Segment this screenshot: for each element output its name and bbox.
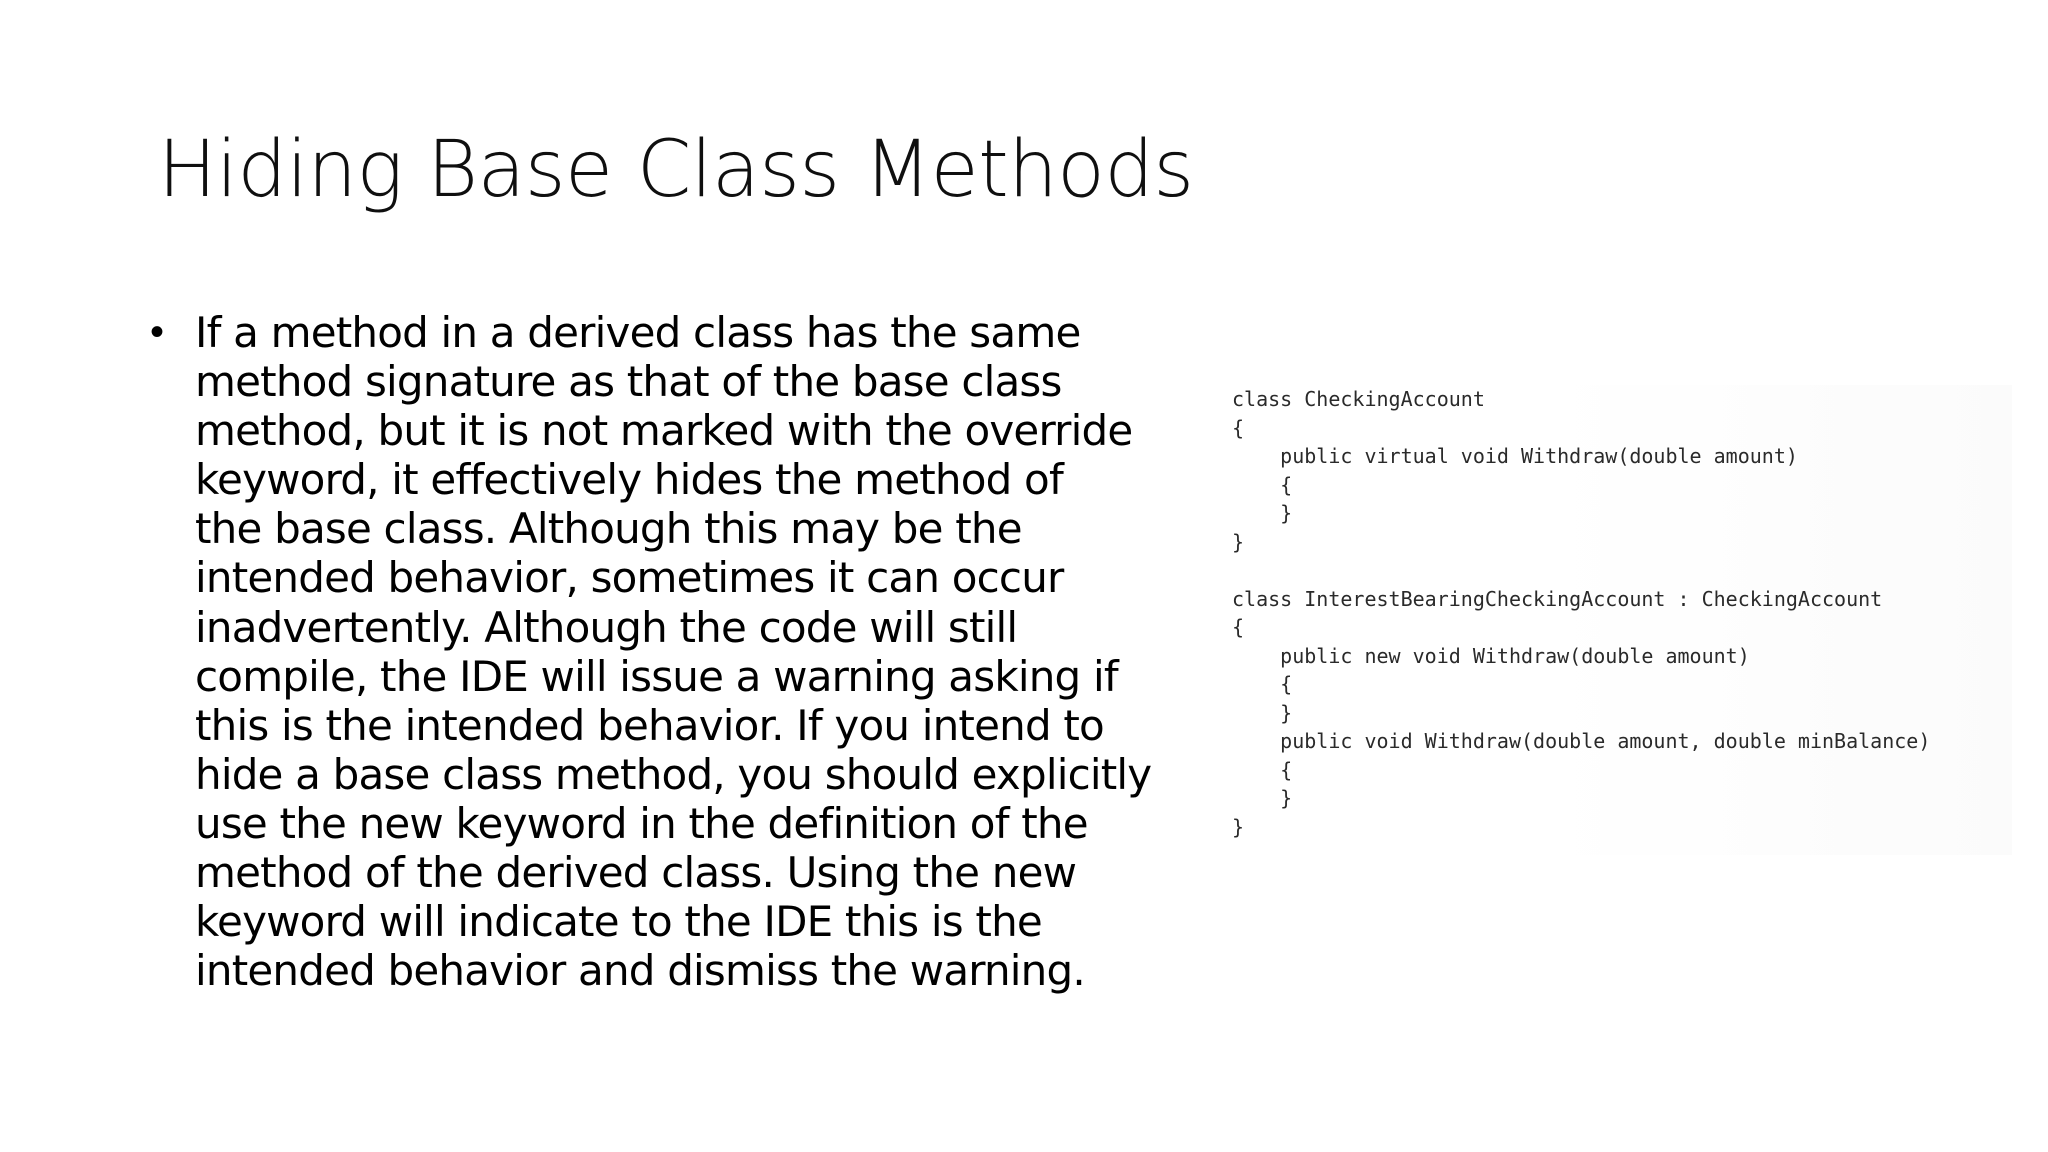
bullet-text <box>195 308 1151 995</box>
code-line: { <box>1232 472 1293 497</box>
bullet-line: method, but it is not marked with the override <box>195 406 1133 456</box>
bullet-marker: • <box>150 310 165 354</box>
code-line: } <box>1232 814 1245 839</box>
code-line: public virtual void Withdraw(double amount) <box>1232 444 1798 468</box>
code-line: public new void Withdraw(double amount) <box>1232 643 1750 668</box>
bullet-line: intended behavior and dismiss the warning. <box>195 946 1085 996</box>
code-line: class InterestBearingCheckingAccount : CheckingAccount <box>1232 586 1883 611</box>
bullet-list <box>150 308 1190 995</box>
bullet-line: the base class. Although this may be the <box>195 504 1022 554</box>
bullet-item <box>150 308 1190 995</box>
code-line: } <box>1232 501 1293 525</box>
bullet-line: hide a base class method, you should explicitly <box>195 749 1152 799</box>
code-line: class CheckingAccount <box>1232 387 1485 411</box>
bullet-line: intended behavior, sometimes it can occur <box>195 553 1064 603</box>
slide-title: Hiding Base Class Methods <box>158 125 1194 215</box>
bullet-line: method signature as that of the base class <box>195 357 1062 407</box>
bullet-line: this is the intended behavior. If you intend to <box>195 700 1104 750</box>
code-line: } <box>1232 786 1293 810</box>
code-line: { <box>1232 615 1245 639</box>
code-line: public void Withdraw(double amount, double minBalance) <box>1232 729 1931 753</box>
bullet-line: keyword, it effectively hides the method of <box>195 455 1063 505</box>
code-line: { <box>1232 757 1293 782</box>
code-sample-image <box>1232 385 2012 855</box>
code-line: } <box>1232 529 1245 554</box>
code-line: { <box>1232 415 1245 440</box>
bullet-line: compile, the IDE will issue a warning asking if <box>195 651 1118 701</box>
bullet-line: keyword will indicate to the IDE this is the <box>195 897 1042 947</box>
bullet-line: method of the derived class. Using the new <box>195 848 1077 898</box>
bullet-line: inadvertently. Although the code will still <box>195 602 1018 652</box>
code-line <box>1232 556 1930 585</box>
code-line: } <box>1232 700 1293 725</box>
bullet-line: use the new keyword in the definition of the <box>195 798 1088 848</box>
code-line: { <box>1232 672 1293 696</box>
code-block <box>1232 385 1930 841</box>
bullet-line: If a method in a derived class has the same <box>195 308 1081 357</box>
